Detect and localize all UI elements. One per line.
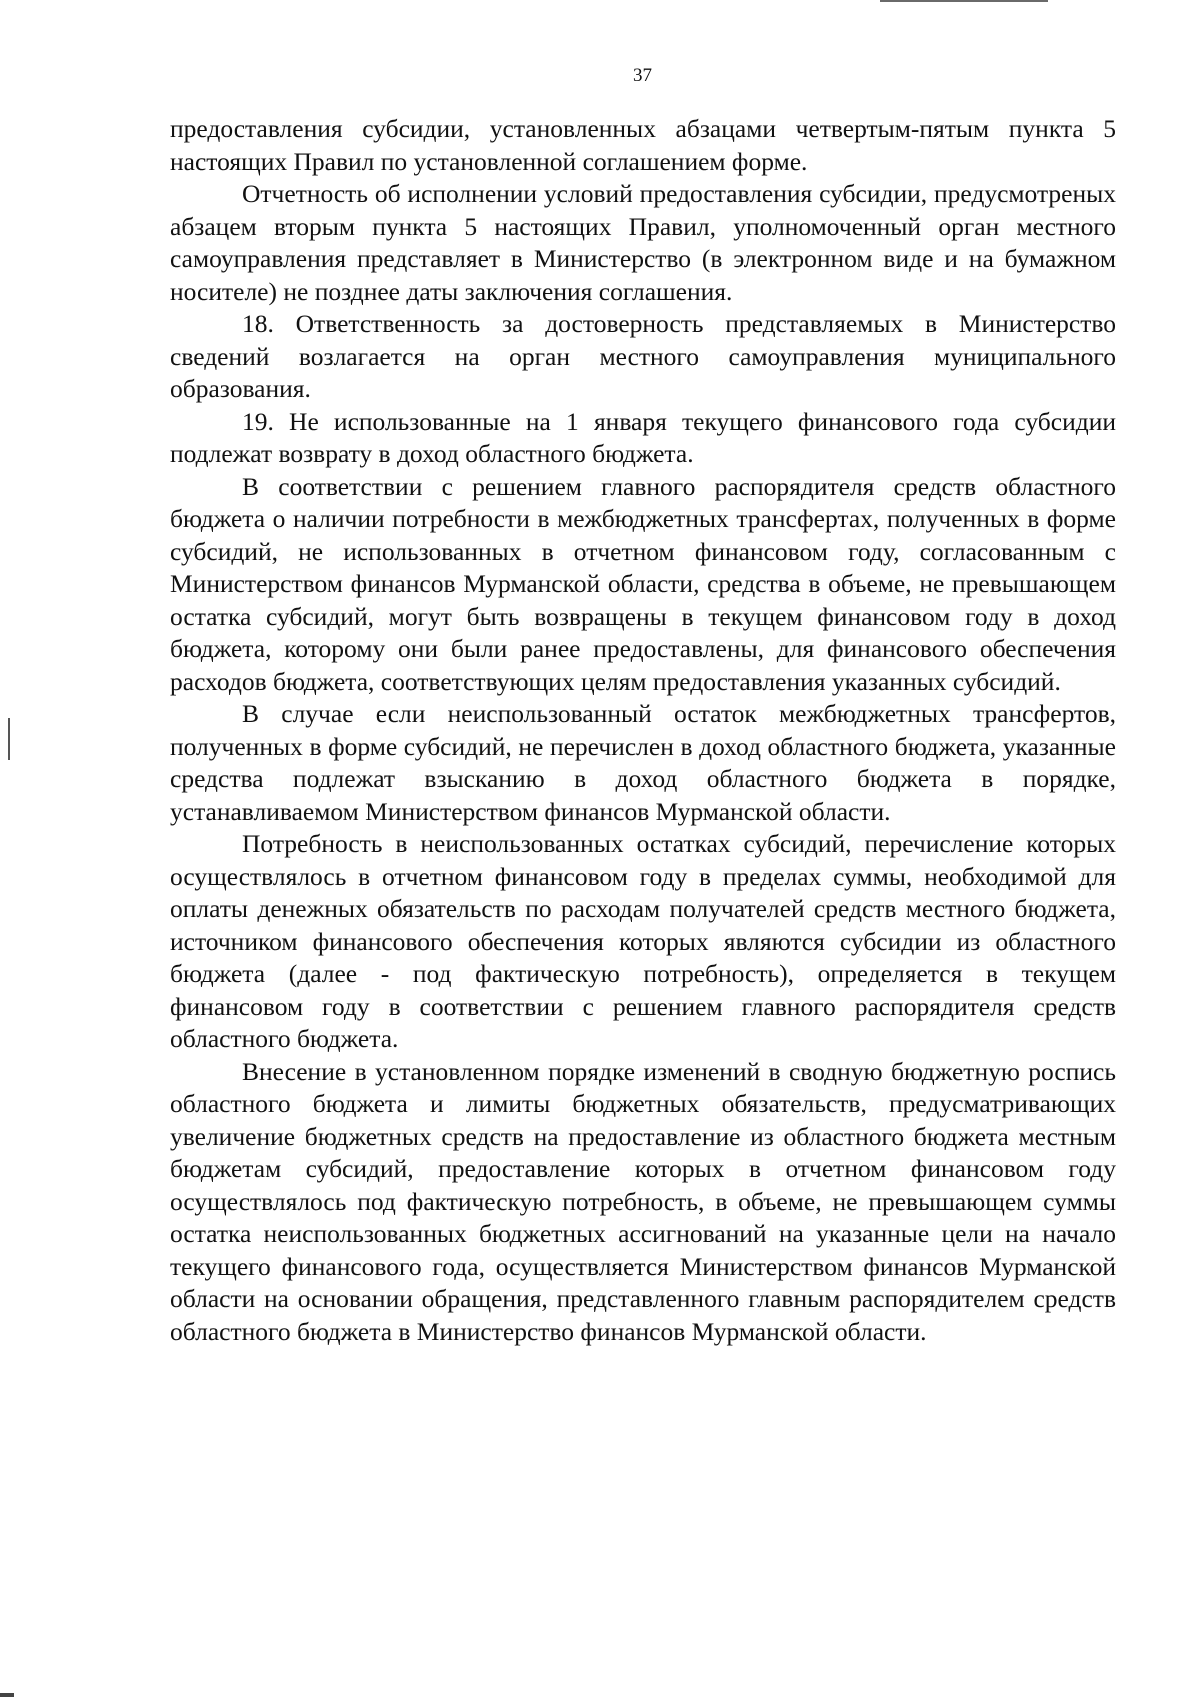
document-body bbox=[170, 113, 1116, 1348]
page-number: 37 bbox=[633, 65, 652, 86]
paragraph-reporting: Отчетность об исполнении условий предоставления субсидии, предусмотреных абзацем вторым пункта 5 настоящих Правил, уполномоченный орган местного самоуправления представляет в Министерство (в электронном виде и на бумажном носителе) не позднее даты заключения соглашения. bbox=[170, 179, 1116, 306]
paragraph-18-responsibility: 18. Ответственность за достоверность представляемых в Министерство сведений возлагается на орган местного самоуправления муниципального образования. bbox=[170, 309, 1116, 403]
paragraph-recovery: В случае если неиспользованный остаток межбюджетных трансфертов, полученных в форме субсидий, не перечислен в доход областного бюджета, указанные средства подлежат взысканию в доход областного бюджета в порядке, устанавливаемом Министерством финансов Мурманской области. bbox=[170, 699, 1116, 826]
top-edge-line bbox=[880, 0, 1048, 2]
paragraph-continuation: предоставления субсидии, установленных абзацами четвертым-пятым пункта 5 настоящих Правил по установленной соглашением форме. bbox=[170, 114, 1116, 176]
paragraph-19-unused-subsidies: 19. Не использованные на 1 января текущего финансового года субсидии подлежат возврату в доход областного бюджета. bbox=[170, 406, 1116, 468]
corner-mark bbox=[0, 1693, 14, 1697]
margin-mark bbox=[8, 718, 10, 760]
paragraph-budget-changes: Внесение в установленном порядке изменений в сводную бюджетную роспись областного бюджета и лимиты бюджетных обязательств, предусматривающих увеличение бюджетных средств на предоставление из областного бюджета местным бюджетам субсидий, предоставление которых в отчетном финансовом году осуществлялось под фактическую потребность, в объеме, не превышающем суммы остатка неиспользованных бюджетных ассигнований на указанные цели на начало текущего финансового года, осуществляется Министерством финансов Мурманской области на основании обращения, представленного главным распорядителем средств областного бюджета в Министерство финансов Мурманской области. bbox=[170, 1056, 1116, 1346]
paragraph-need-decision: В соответствии с решением главного распорядителя средств областного бюджета о наличии потребности в межбюджетных трансфертах, полученных в форме субсидий, не использованных в отчетном финансовом году, согласованным с Министерством финансов Мурманской области, средства в объеме, не превышающем остатка субсидий, могут быть возвращены в текущем финансовом году в доход бюджета, которому они были ранее предоставлены, для финансового обеспечения расходов бюджета, соответствующих целям предоставления указанных субсидий. bbox=[170, 471, 1116, 696]
paragraph-actual-need: Потребность в неиспользованных остатках субсидий, перечисление которых осуществлялось в отчетном финансовом году в пределах суммы, необходимой для оплаты денежных обязательств по расходам получателей средств местного бюджета, источником финансового обеспечения которых являются субсидии из областного бюджета (далее - под фактическую потребность), определяется в текущем финансовом году в соответствии с решением главного распорядителя средств областного бюджета. bbox=[170, 829, 1116, 1053]
